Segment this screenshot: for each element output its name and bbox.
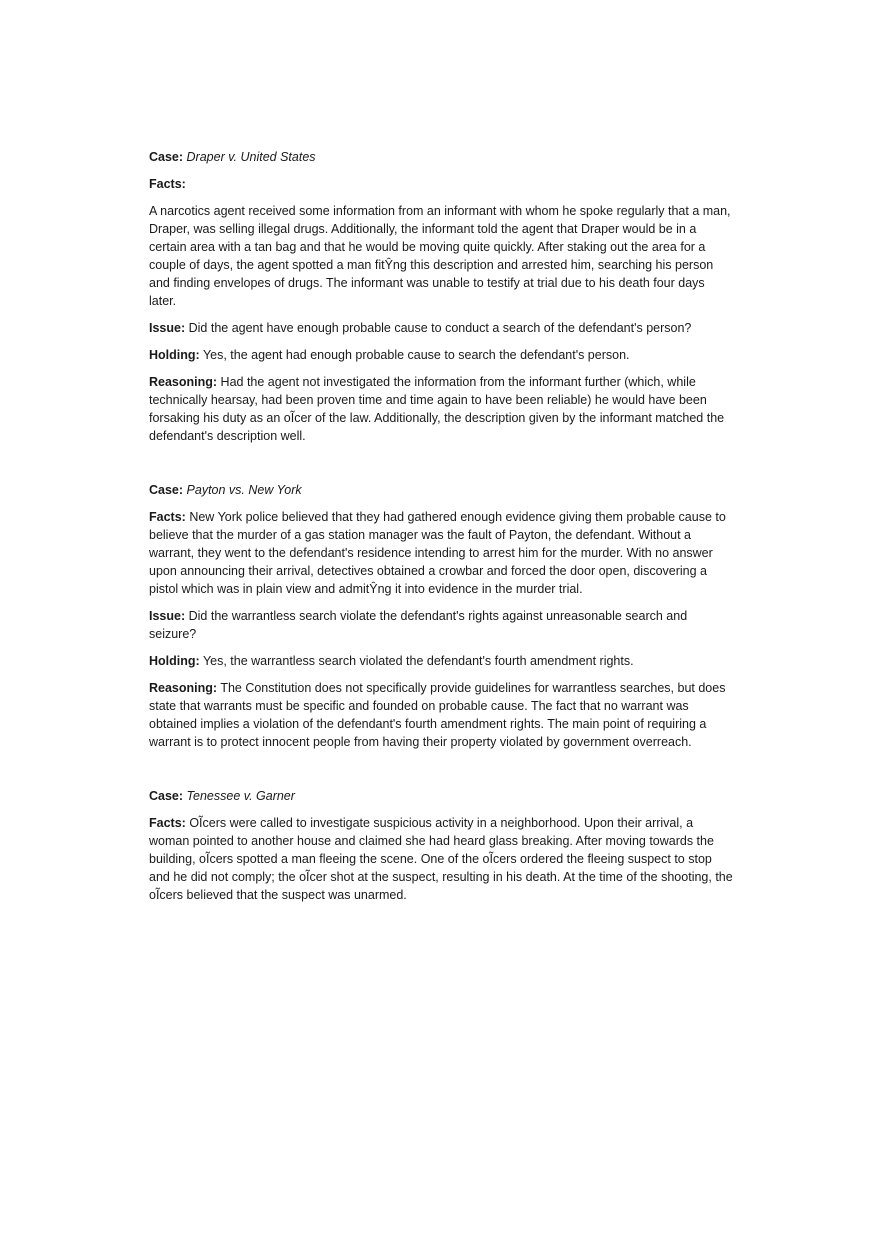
case-label: Case: xyxy=(149,150,184,164)
holding-label: Holding: xyxy=(149,654,200,668)
facts-label: Facts: xyxy=(149,177,186,191)
reasoning-text: Had the agent not investigated the information from the informant further (which, while technically hearsay, had been proven time and time again to have been reliable) he would have been forsaking his duty as an oĨcer of the law. Additionally, the description given by the informant matched the defendant's description well. xyxy=(149,375,725,443)
facts-label: Facts: xyxy=(149,816,186,830)
case-name: Tenessee v. Garner xyxy=(186,789,295,803)
issue-paragraph xyxy=(149,319,733,337)
issue-paragraph xyxy=(149,607,733,643)
facts-paragraph xyxy=(149,508,733,598)
case-label: Case: xyxy=(149,483,184,497)
case-name: Draper v. United States xyxy=(186,150,316,164)
issue-label: Issue: xyxy=(149,321,186,335)
facts-text: A narcotics agent received some information from an informant with whom he spoke regularly that a man, Draper, was selling illegal drugs. Additionally, the informant told the agent that Draper would be in a certain area with a tan bag and that he would be moving quite quickly. After staking out the area for a couple of days, the agent spotted a man fitŶng this description and arrested him, searching his person and finding envelopes of drugs. The informant was unable to testify at trial due to his death four days later. xyxy=(149,204,731,308)
case-spacer xyxy=(149,454,733,481)
case-name: Payton vs. New York xyxy=(186,483,302,497)
case-payton xyxy=(149,481,733,751)
issue-text: Did the agent have enough probable cause to conduct a search of the defendant's person? xyxy=(188,321,692,335)
case-garner xyxy=(149,787,733,904)
holding-text: Yes, the warrantless search violated the defendant's fourth amendment rights. xyxy=(202,654,634,668)
facts-label: Facts: xyxy=(149,510,186,524)
facts-heading xyxy=(149,175,733,193)
reasoning-text: The Constitution does not specifically provide guidelines for warrantless searches, but does state that warrants must be specific and founded on probable cause. The fact that no warrant was obtained implies a violation of the defendant's fourth amendment rights. The main point of requiring a warrant is to protect innocent people from having their property violated by government overreach. xyxy=(149,681,726,749)
case-heading xyxy=(149,787,733,805)
facts-text: New York police believed that they had gathered enough evidence giving them probable cause to believe that the murder of a gas station manager was the fault of Payton, the defendant. Without a warrant, they went to the defendant's residence intending to arrest him for the murder. With no answer upon announcing their arrival, detectives obtained a crowbar and forced the door open, discovering a pistol which was in plain view and admitŶng it into evidence in the murder trial. xyxy=(149,510,726,596)
holding-text: Yes, the agent had enough probable cause to search the defendant's person. xyxy=(202,348,630,362)
issue-text: Did the warrantless search violate the defendant's rights against unreasonable search and seizure? xyxy=(149,609,688,641)
reasoning-paragraph xyxy=(149,679,733,751)
case-label: Case: xyxy=(149,789,184,803)
case-spacer xyxy=(149,760,733,787)
document-page xyxy=(149,148,733,913)
holding-paragraph xyxy=(149,346,733,364)
reasoning-label: Reasoning: xyxy=(149,681,218,695)
case-heading xyxy=(149,148,733,166)
reasoning-label: Reasoning: xyxy=(149,375,218,389)
holding-label: Holding: xyxy=(149,348,200,362)
case-heading xyxy=(149,481,733,499)
facts-paragraph xyxy=(149,814,733,904)
facts-text: OĨcers were called to investigate suspicious activity in a neighborhood. Upon their arrival, a woman pointed to another house and claimed she had heard glass breaking. After moving towards the building, oĨcers spotted a man fleeing the scene. One of the oĨcers ordered the fleeing suspect to stop and he did not comply; the oĨcer shot at the suspect, resulting in his death. At the time of the shooting, the oĨcers believed that the suspect was unarmed. xyxy=(149,816,733,902)
reasoning-paragraph xyxy=(149,373,733,445)
holding-paragraph xyxy=(149,652,733,670)
case-draper xyxy=(149,148,733,445)
issue-label: Issue: xyxy=(149,609,186,623)
